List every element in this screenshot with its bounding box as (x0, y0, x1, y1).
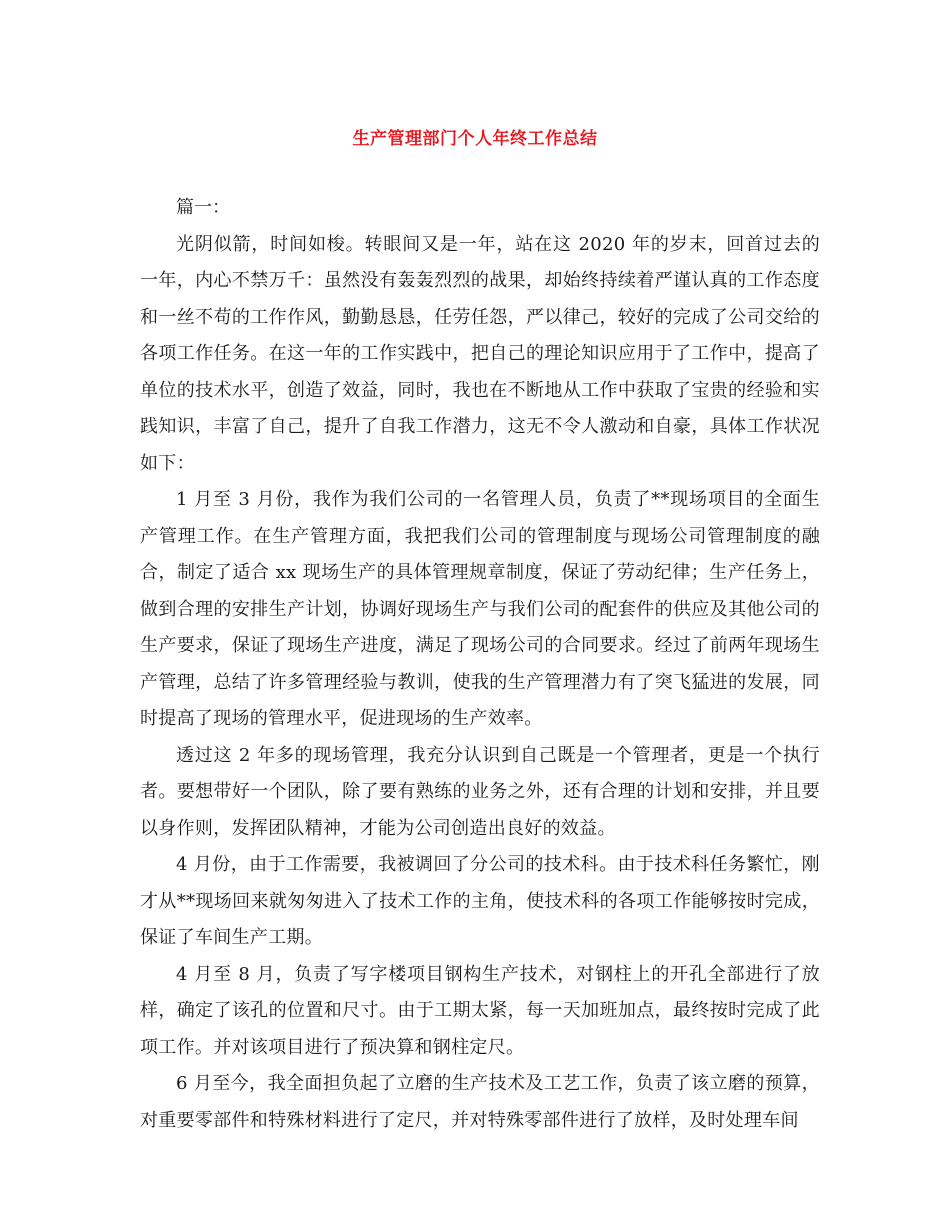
paragraph-intro: 光阴似箭，时间如梭。转眼间又是一年，站在这 2020 年的岁末，回首过去的一年，内心不禁万千：虽然没有轰轰烈烈的战果，却始终持续着严谨认真的工作态度和一丝不苟的工作作风，勤勤恳恳，任劳任怨，严以律己，较好的完成了公司交给的各项工作任务。在这一年的工作实践中，把自己的理论知识应用于了工作中，提高了单位的技术水平，创造了效益，同时，我也在不断地从工作中获取了宝贵的经验和实践知识，丰富了自己，提升了自我工作潜力，这无不令人激动和自豪，具体工作状况如下： (140, 233, 820, 474)
section-label: 篇一： (176, 197, 230, 218)
paragraph-june-now: 6 月至今，我全面担负起了立磨的生产技术及工艺工作，负责了该立磨的预算，对重要零部件和特殊材料进行了定尺，并对特殊零部件进行了放样，及时处理车间 (140, 1073, 820, 1131)
document-title: 生产管理部门个人年终工作总结 (352, 129, 598, 149)
paragraph-april: 4 月份，由于工作需要，我被调回了分公司的技术科。由于技术科任务繁忙，刚才从**现场回来就匆匆进入了技术工作的主角，使技术科的各项工作能够按时完成，保证了车间生产工期。 (140, 854, 820, 948)
paragraph-reflection: 透过这 2 年多的现场管理，我充分认识到自己既是一个管理者，更是一个执行者。要想带好一个团队，除了要有熟练的业务之外，还有合理的计划和安排，并且要以身作则，发挥团队精神，才能为公司创造出良好的效益。 (140, 744, 820, 839)
document-body (140, 190, 820, 1139)
paragraph-jan-mar: 1 月至 3 月份，我作为我们公司的一名管理人员，负责了**现场项目的全面生产管理工作。在生产管理方面，我把我们公司的管理制度与现场公司管理制度的融合，制定了适合 xx 现场生产的具体管理规章制度，保证了劳动纪律；生产任务上，做到合理的安排生产计划，协调好现场生产与我们公司的配套件的供应及其他公司的生产要求，保证了现场生产进度，满足了现场公司的合同要求。经过了前两年现场生产管理，总结了许多管理经验与教训，使我的生产管理潜力有了突飞猛进的发展，同时提高了现场的管理水平，促进现场的生产效率。 (140, 489, 820, 729)
paragraph-apr-aug: 4 月至 8 月，负责了写字楼项目钢构生产技术，对钢柱上的开孔全部进行了放样，确定了该孔的位置和尺寸。由于工期太紧，每一天加班加点，最终按时完成了此项工作。并对该项目进行了预决算和钢柱定尺。 (140, 963, 820, 1058)
